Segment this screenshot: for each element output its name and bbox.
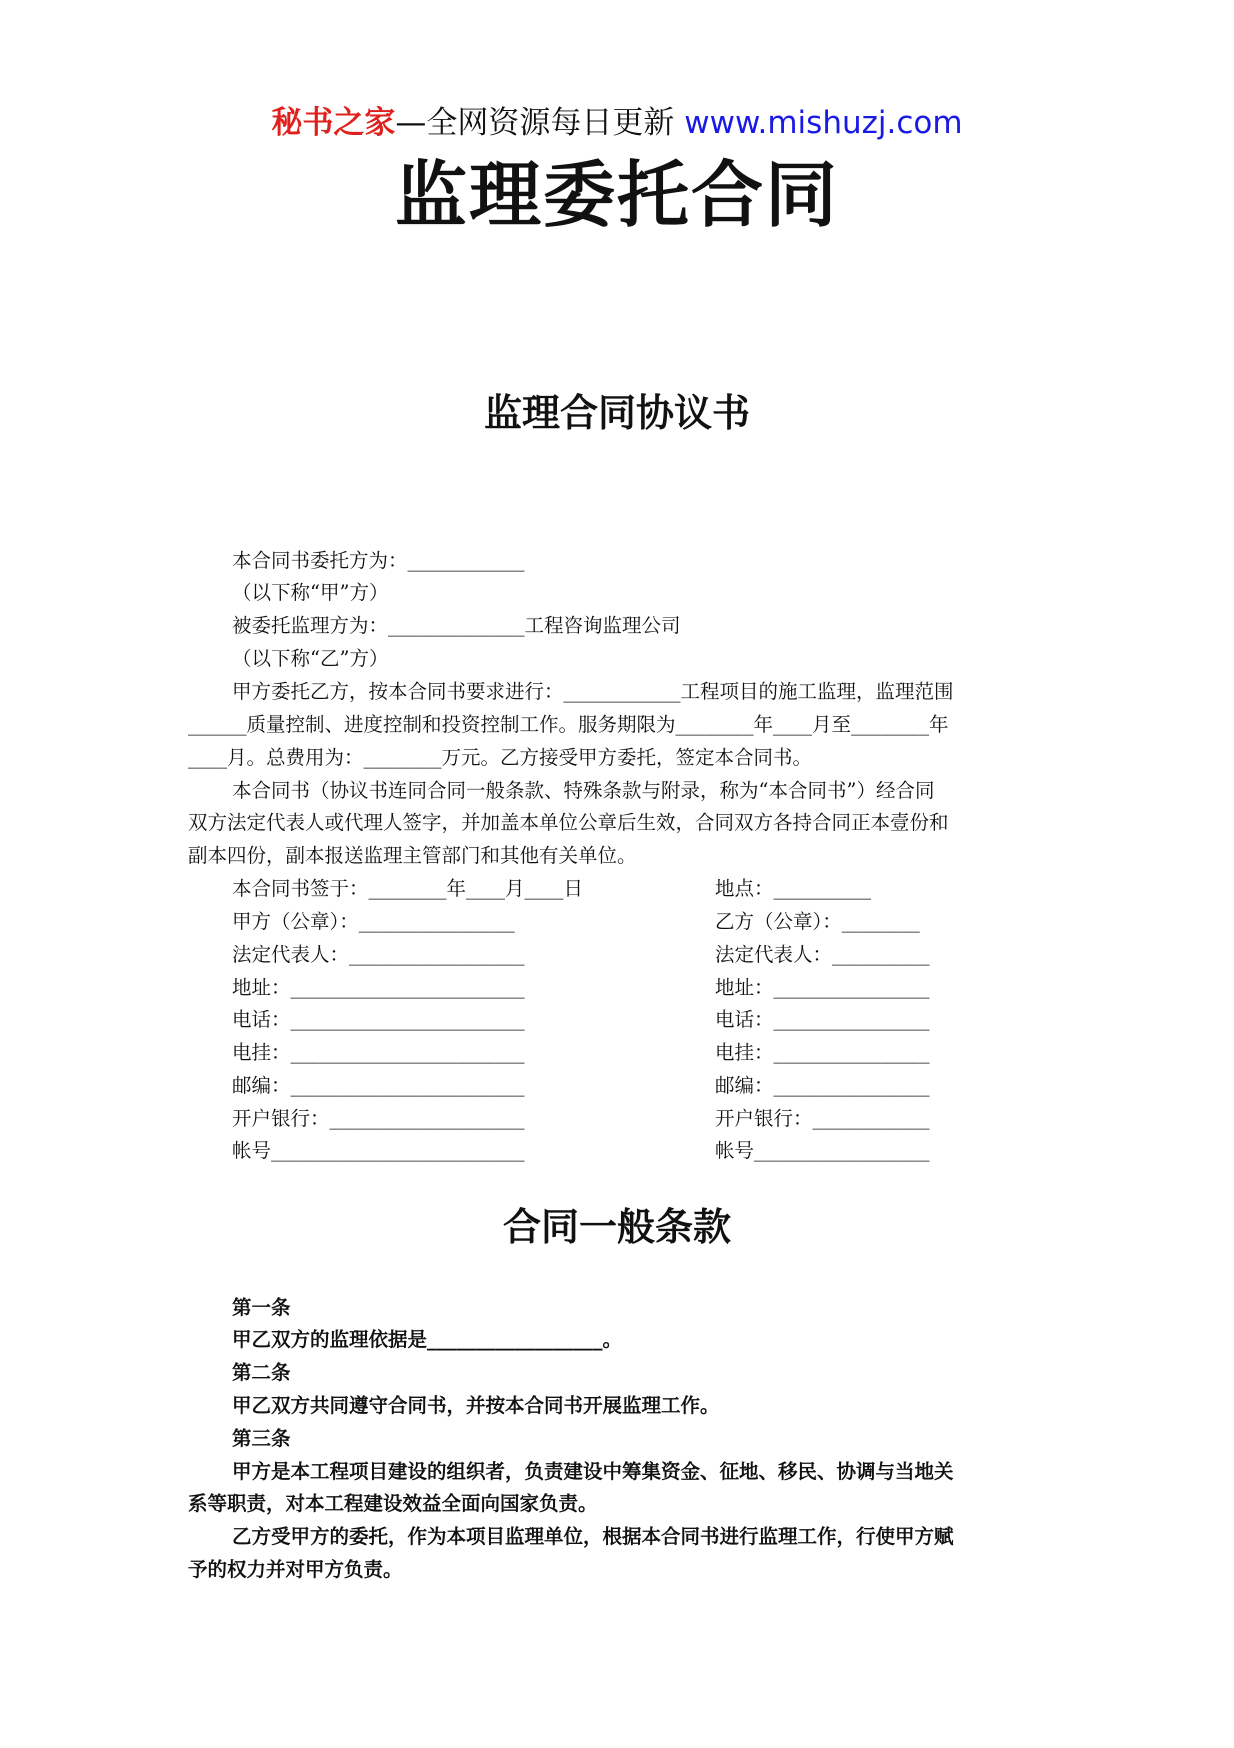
agreement-line: 甲方委托乙方，按本合同书要求进行：____________工程项目的施工监理，监理范围 <box>232 680 954 703</box>
party-b-phone-field: 电话：________________ <box>715 1008 930 1031</box>
general-terms-title: 合同一般条款 <box>502 1205 731 1249</box>
party-a-seal-field: 甲方（公章）：________________ <box>232 910 515 933</box>
agreement-line: 副本四份，副本报送监理主管部门和其他有关单位。 <box>188 844 637 867</box>
signing-date-field: 本合同书签于：________年____月____日 <box>232 877 584 900</box>
site-url-link[interactable]: www.mishuzj.com <box>684 105 963 141</box>
party-a-postcode-field: 邮编：________________________ <box>232 1074 525 1097</box>
agreement-line: ____月。总费用为：________万元。乙方接受甲方委托，签定本合同书。 <box>188 746 813 769</box>
site-slogan: —全网资源每日更新 <box>395 105 685 141</box>
agreement-line: ______质量控制、进度控制和投资控制工作。服务期限为________年____月至________年 <box>188 713 949 736</box>
clause-2-title: 第二条 <box>232 1361 291 1384</box>
agreement-line: 被委托监理方为：______________工程咨询监理公司 <box>232 614 681 637</box>
agreement-line: 本合同书（协议书连同合同一般条款、特殊条款与附录，称为“本合同书”）经合同 <box>232 779 935 802</box>
party-b-postcode-field: 邮编：________________ <box>715 1074 930 1097</box>
party-a-address-field: 地址：________________________ <box>232 976 525 999</box>
site-header <box>0 103 1234 143</box>
site-brand: 秘书之家 <box>271 105 396 141</box>
party-b-bank-field: 开户银行：____________ <box>715 1107 930 1130</box>
agreement-line: 本合同书委托方为：____________ <box>232 549 525 572</box>
clause-3-body: 系等职责，对本工程建设效益全面向国家负责。 <box>188 1492 598 1515</box>
clause-3-body: 乙方受甲方的委托，作为本项目监理单位，根据本合同书进行监理工作，行使甲方赋 <box>232 1525 954 1548</box>
clause-3-body: 甲方是本工程项目建设的组织者，负责建设中筹集资金、征地、移民、协调与当地关 <box>232 1460 954 1483</box>
clause-1-body: 甲乙双方的监理依据是__________________。 <box>232 1328 623 1351</box>
party-b-address-field: 地址：________________ <box>715 976 930 999</box>
clause-3-body: 予的权力并对甲方负责。 <box>188 1558 403 1581</box>
agreement-line: 双方法定代表人或代理人签字，并加盖本单位公章后生效，合同双方各持合同正本壹份和 <box>188 811 949 834</box>
document-title: 监理委托合同 <box>394 153 839 237</box>
agreement-title: 监理合同协议书 <box>483 391 750 435</box>
agreement-line: （以下称“甲”方） <box>232 581 389 604</box>
clause-3-title: 第三条 <box>232 1427 291 1450</box>
party-b-account-field: 帐号__________________ <box>715 1139 930 1162</box>
clause-2-body: 甲乙双方共同遵守合同书，并按本合同书开展监理工作。 <box>232 1394 720 1417</box>
party-a-bank-field: 开户银行：____________________ <box>232 1107 525 1130</box>
party-b-seal-field: 乙方（公章）：________ <box>715 910 920 933</box>
clause-1-title: 第一条 <box>232 1296 291 1319</box>
party-a-telegraph-field: 电挂：________________________ <box>232 1041 525 1064</box>
party-b-representative-field: 法定代表人：__________ <box>715 943 930 966</box>
party-b-telegraph-field: 电挂：________________ <box>715 1041 930 1064</box>
signing-place-field: 地点：__________ <box>715 877 872 900</box>
party-a-phone-field: 电话：________________________ <box>232 1008 525 1031</box>
agreement-line: （以下称“乙”方） <box>232 647 389 670</box>
party-a-representative-field: 法定代表人：__________________ <box>232 943 525 966</box>
party-a-account-field: 帐号__________________________ <box>232 1139 525 1162</box>
